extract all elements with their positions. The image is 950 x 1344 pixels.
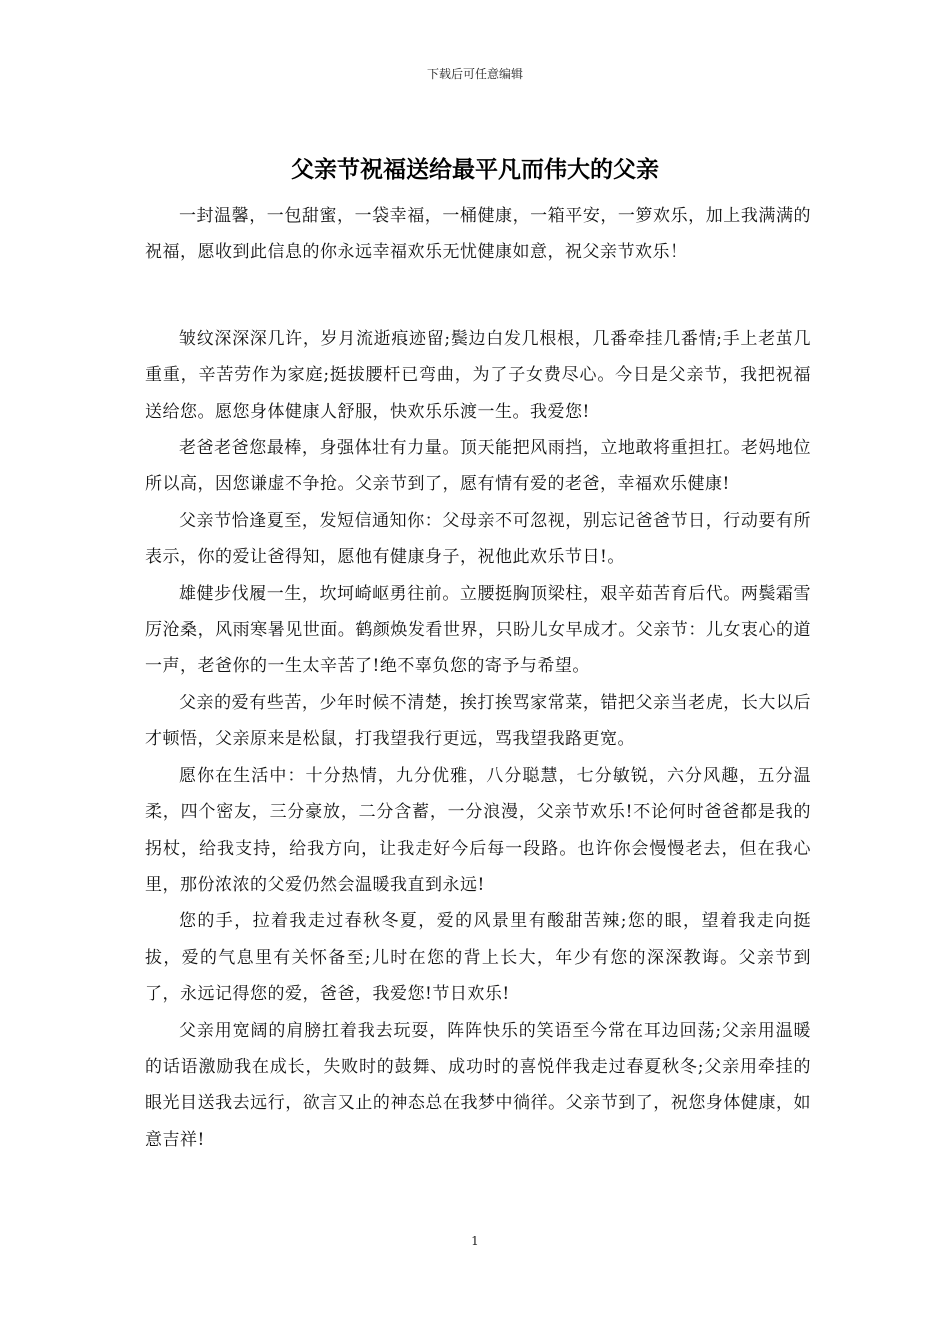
paragraph-3: 老爸老爸您最棒，身强体壮有力量。顶天能把风雨挡，立地敢将重担扛。老妈地位所以高，因您谦虚不争抢。父亲节到了，愿有情有爱的老爸，幸福欢乐健康!	[145, 438, 811, 495]
document-title: 父亲节祝福送给最平凡而伟大的父亲	[291, 157, 659, 183]
page-number: 1	[471, 1234, 479, 1248]
paragraph-5: 雄健步伐履一生，坎坷崎岖勇往前。立腰挺胸顶梁柱，艰辛茹苦育后代。两鬓霜雪厉沧桑，风雨寒暑见世面。鹤颜焕发看世界，只盼儿女早成才。父亲节：儿女衷心的道一声，老爸你的一生太辛苦了!绝不辜负您的寄予与希望。	[145, 583, 811, 677]
paragraph-7: 愿你在生活中：十分热情，九分优雅，八分聪慧，七分敏锐，六分风趣，五分温柔，四个密友，三分豪放，二分含蓄，一分浪漫，父亲节欢乐!不论何时爸爸都是我的拐杖，给我支持，给我方向，让我走好今后每一段路。也许你会慢慢老去，但在我心里，那份浓浓的父爱仍然会温暖我直到永远!	[145, 765, 811, 895]
page-header-note: 下载后可任意编辑	[426, 67, 523, 81]
paragraph-9: 父亲用宽阔的肩膀扛着我去玩耍，阵阵快乐的笑语至今常在耳边回荡;父亲用温暖的话语激励我在成长，失败时的鼓舞、成功时的喜悦伴我走过春夏秋冬;父亲用牵挂的眼光目送我去远行，欲言又止的神态总在我梦中徜徉。父亲节到了，祝您身体健康，如意吉祥!	[145, 1020, 811, 1150]
document-body	[145, 198, 811, 1158]
paragraph-6: 父亲的爱有些苦，少年时候不清楚，挨打挨骂家常菜，错把父亲当老虎，长大以后才顿悟，父亲原来是松鼠，打我望我行更远，骂我望我路更宽。	[145, 692, 811, 750]
paragraph-gap	[145, 271, 811, 321]
paragraph-4: 父亲节恰逢夏至，发短信通知你：父母亲不可忽视，别忘记爸爸节日，行动要有所表示，你的爱让爸得知，愿他有健康身子，祝他此欢乐节日!。	[145, 510, 811, 568]
paragraph-2: 皱纹深深深几许，岁月流逝痕迹留;鬓边白发几根根，几番牵挂几番情;手上老茧几重重，辛苦劳作为家庭;挺拔腰杆已弯曲，为了子女费尽心。今日是父亲节，我把祝福送给您。愿您身体健康人舒服，快欢乐乐渡一生。我爱您!	[145, 328, 811, 422]
paragraph-1: 一封温馨，一包甜蜜，一袋幸福，一桶健康，一箱平安，一箩欢乐，加上我满满的祝福，愿收到此信息的你永远幸福欢乐无忧健康如意，祝父亲节欢乐！	[145, 206, 811, 263]
paragraph-8: 您的手，拉着我走过春秋冬夏，爱的风景里有酸甜苦辣;您的眼，望着我走向挺拔，爱的气息里有关怀备至;儿时在您的背上长大，年少有您的深深教诲。父亲节到了，永远记得您的爱，爸爸，我爱您!节日欢乐!	[145, 911, 811, 1005]
